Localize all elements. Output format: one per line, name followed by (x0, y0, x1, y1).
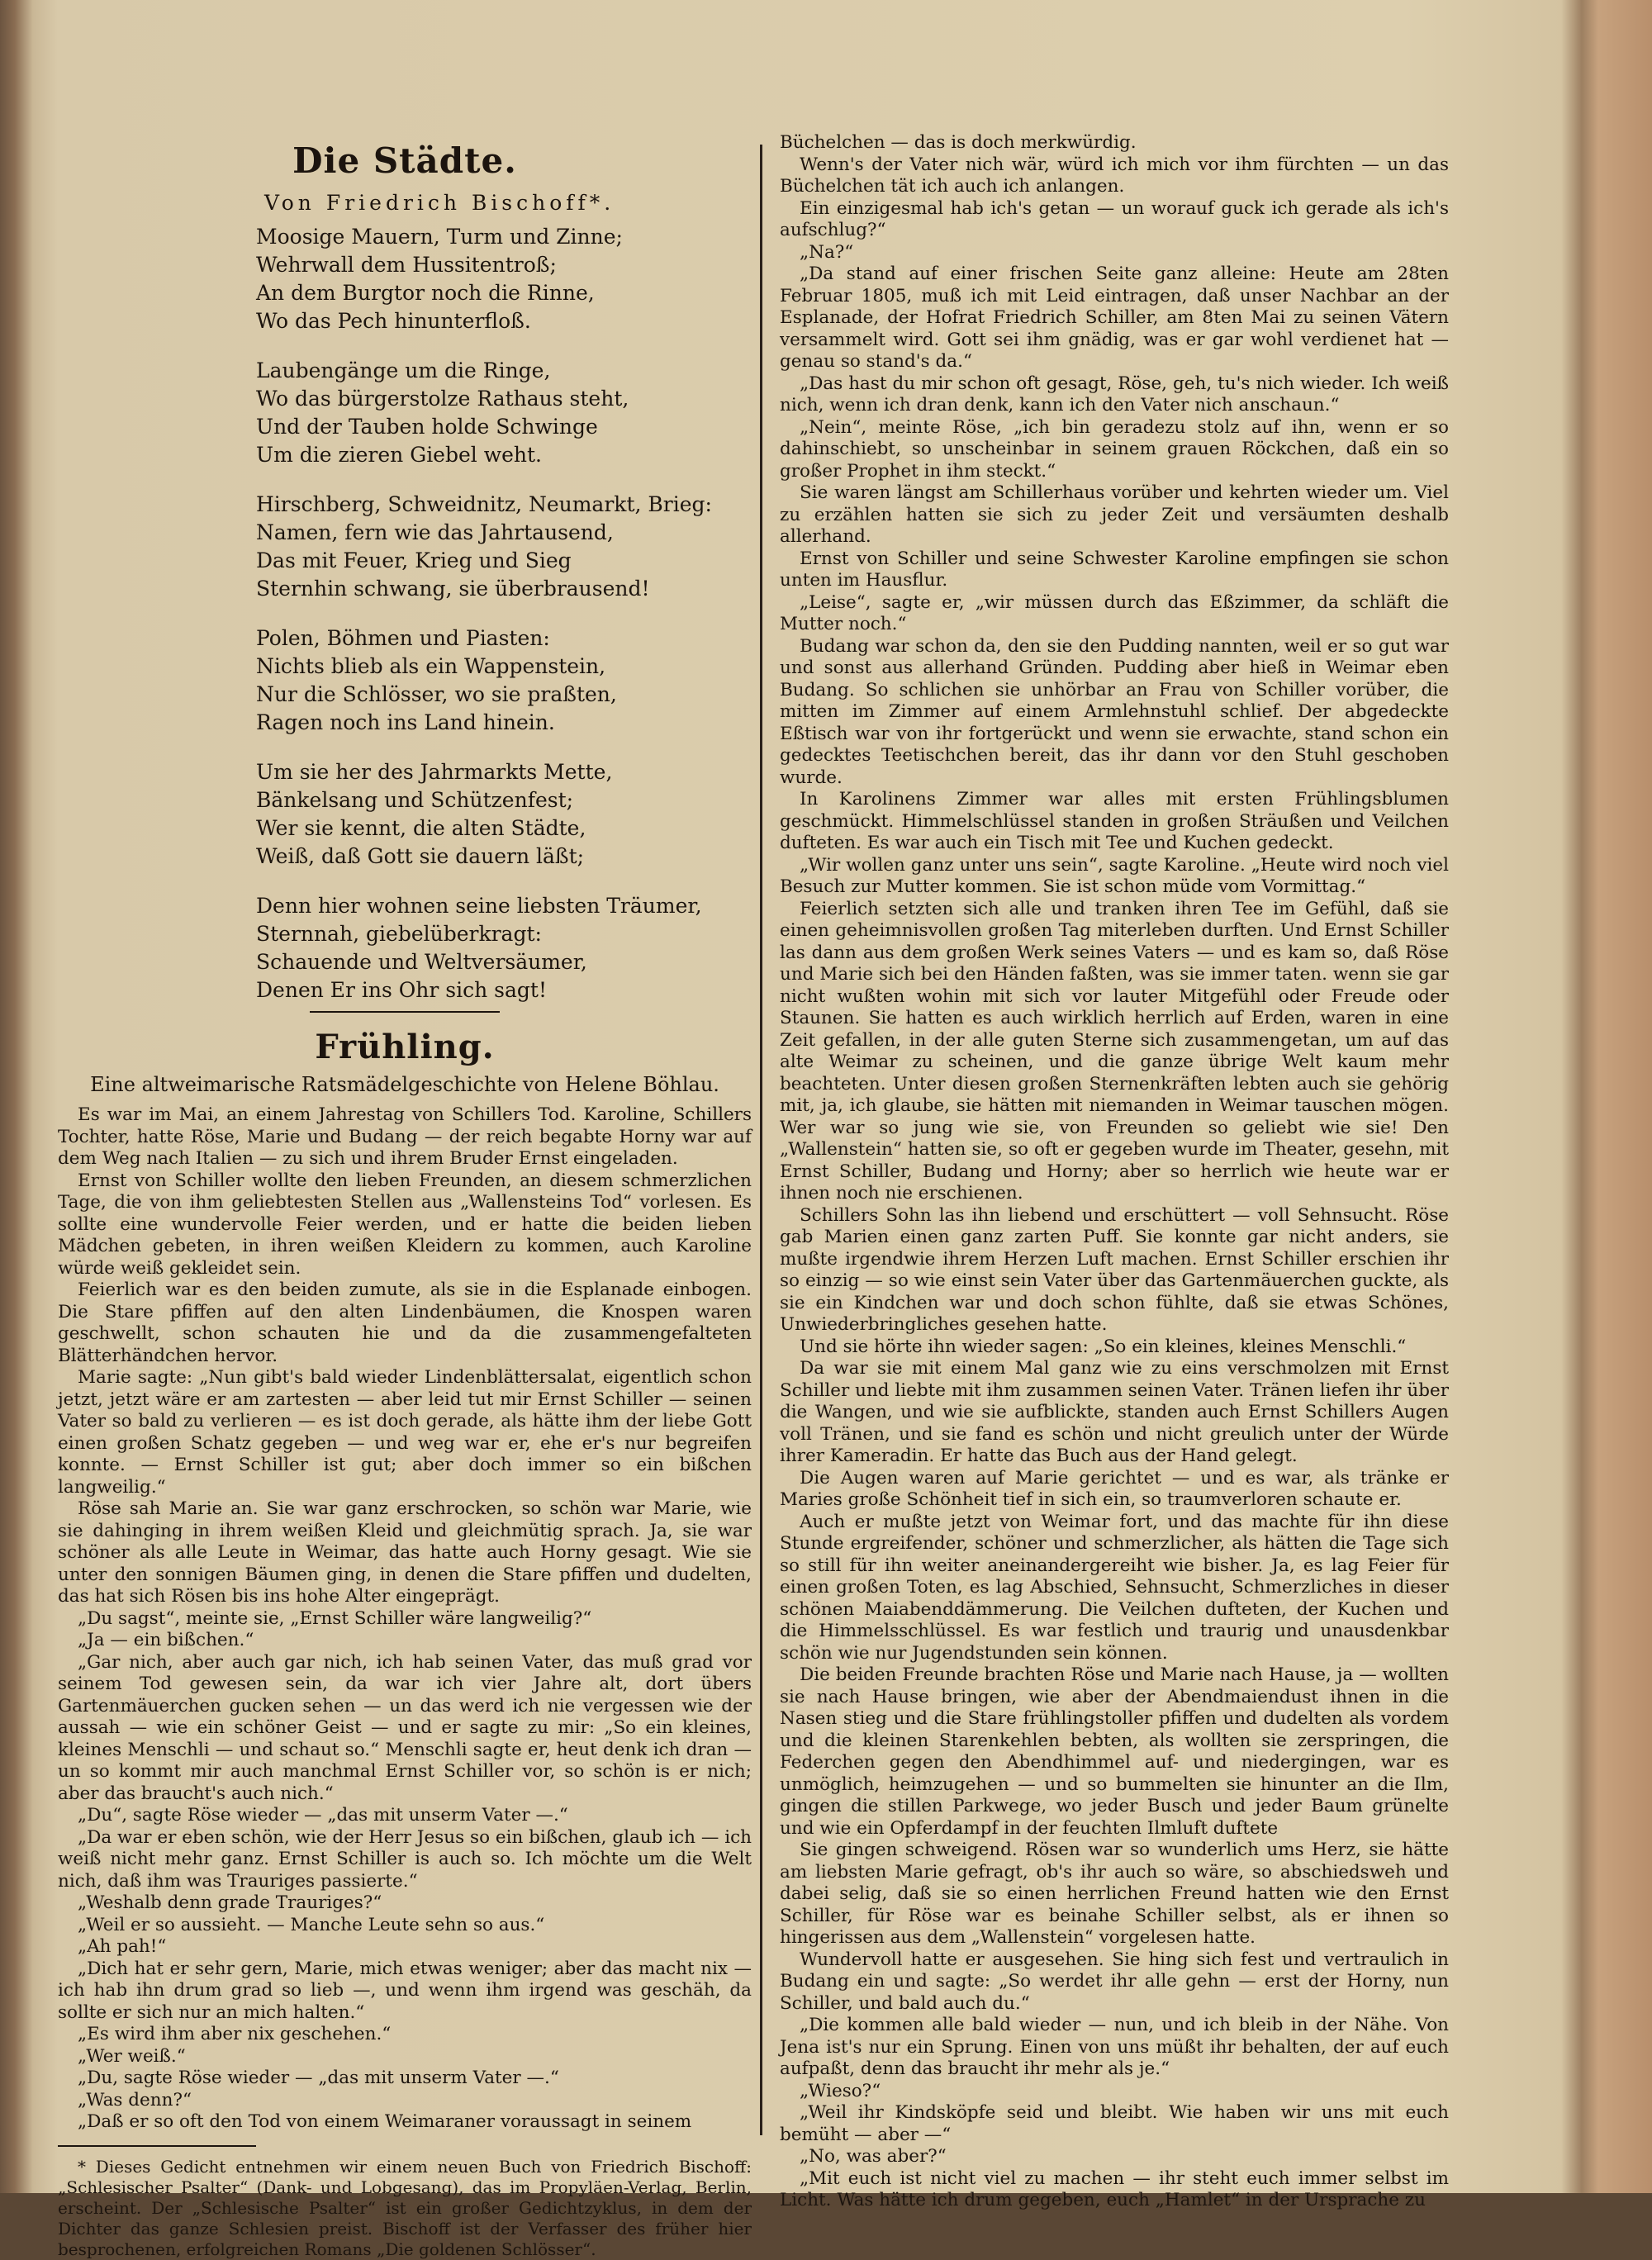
verse-line: Wo das bürgerstolze Rathaus steht, (256, 387, 629, 411)
paragraph: „Na?“ (800, 241, 854, 263)
verse-line: Um die zieren Giebel weht. (256, 443, 543, 467)
verse-line: Moosige Mauern, Turm und Zinne; (256, 225, 623, 249)
paragraph: „Ja — ein bißchen.“ (78, 1630, 254, 1650)
footnote-rule (58, 2145, 256, 2147)
verse-line: Denn hier wohnen seine liebsten Träumer, (256, 894, 702, 918)
paragraph: „No, was aber?“ (800, 2146, 947, 2167)
verse-line: Bänkelsang und Schützenfest; (256, 788, 574, 812)
verse-line: An dem Burgtor noch die Rinne, (256, 281, 595, 305)
paragraph: „Was denn?“ (78, 2089, 192, 2110)
paragraph: „Ah pah!“ (78, 1936, 167, 1957)
stanza (256, 892, 752, 1004)
poem-stanzas (58, 223, 752, 1004)
left-column (58, 132, 752, 2260)
verse-line: Und der Tauben holde Schwinge (256, 415, 598, 439)
verse-line: Wo das Pech hinunterfloß. (256, 309, 531, 333)
verse-line: Weiß, daß Gott sie dauern läßt; (256, 844, 585, 868)
paragraph: „Weil ihr Kindsköpfe seid und bleibt. Wie haben wir uns mit euch bemüht — aber —“ (780, 2102, 1449, 2145)
verse-line: Schauende und Weltversäumer, (256, 950, 587, 974)
story-title: Frühling. (315, 1028, 495, 1066)
paragraph: Wenn's der Vater nich wär, würd ich mich vor ihm fürchten — un das Büchelchen tät ich auch ich anlangen. (780, 154, 1449, 197)
paragraph: „Weshalb denn grade Trauriges?“ (78, 1892, 382, 1913)
section-rule (310, 1011, 500, 1013)
paragraph: Wundervoll hatte er ausgesehen. Sie hing sich fest und vertraulich in Budang ein und sagte: „So werdet ihr alle gehn — erst der Horny, nun Schiller, und bald auch du.“ (780, 1949, 1449, 2014)
paragraph: „Du“, sagte Röse wieder — „das mit unserm Vater —.“ (78, 1805, 568, 1826)
paragraph: „Du, sagte Röse wieder — „das mit unserm Vater —.“ (78, 2068, 559, 2088)
paragraph: Röse sah Marie an. Sie war ganz erschrocken, so schön war Marie, wie sie dahinging in ihrem weißen Kleid und gleichmütig sprach. Ja, sie war schöner als alle Leute in Weimar, das hatte auch Horny gesagt. Wie sie unter den sonnigen Bäumen ging, in denen die Stare pfiffen und dudelten, das hat sich Rösen bis ins hohe Alter eingeprägt. (58, 1498, 752, 1607)
paragraph: „Das hast du mir schon oft gesagt, Röse, geh, tu's nich wieder. Ich weiß nich, wenn ich dran denk, kann ich den Vater nich anschaun.“ (780, 373, 1449, 415)
verse-line: Ragen noch ins Land hinein. (256, 710, 555, 734)
story-text-right (780, 132, 1449, 2212)
paragraph: „Leise“, sagte er, „wir müssen durch das Eßzimmer, da schläft die Mutter noch.“ (780, 591, 1449, 634)
column-divider (760, 145, 762, 2135)
paragraph: Sie gingen schweigend. Rösen war so wunderlich ums Herz, sie hätte am liebsten Marie gefragt, ob's ihr auch so wäre, so abschiedsweh und dabei selig, daß sie so einen herrlichen Freund hatten wie den Ernst Schiller, für Röse war es beinahe Schiller selbst, als er ihnen so hingerissen aus dem „Wallenstein“ vorgelesen hatte. (780, 1840, 1449, 1948)
paragraph: „Mit euch ist nicht viel zu machen — ihr steht euch immer selbst im Licht. Was hätte ich drum gegeben, euch „Hamlet“ in der Ursprache zu (780, 2167, 1449, 2210)
verse-line: Polen, Böhmen und Piasten: (256, 626, 550, 650)
paragraph: „Gar nich, aber auch gar nich, ich hab seinen Vater, das muß grad vor seinem Tod gewesen sein, da war ich vier Jahre alt, dort übers Gartenmäuerchen gucken sehen — un das werd ich nie vergessen wie der aussah — wie ein schöner Geist — und er sagte zu mir: „So ein kleines, kleines Menschli — und schaut so.“ Menschli sagte er, heut denk ich dran — un so kommt mir auch manchmal Ernst Schiller vor, so schön is er nich; aber das braucht's auch nich.“ (58, 1651, 752, 1804)
paragraph: „Es wird ihm aber nix geschehen.“ (78, 2024, 392, 2044)
stanza (256, 624, 752, 737)
paragraph: „Wer weiß.“ (78, 2045, 186, 2067)
paragraph: Ein einzigesmal hab ich's getan — un worauf guck ich gerade als ich's aufschlug?“ (780, 197, 1449, 240)
paragraph: Auch er mußte jetzt von Weimar fort, und das machte für ihn diese Stunde ergreifender, schöner und schmerzlicher, als hätten die Tage sich so still für ihn weiter aneinandergereiht wie bisher. Ja, es lag Feier für einen großen Toten, es lag Abschied, Sehnsucht, Schmerzliches in dieser schönen Maiabenddämmerung. Die Veilchen dufteten, der Kuchen und die Himmelsschlüssel. Es war festlich und traurig und unausdenkbar schön wie nur Jugendstunden sein können. (780, 1511, 1449, 1664)
paragraph: Es war im Mai, an einem Jahrestag von Schillers Tod. Karoline, Schillers Tochter, hatte Röse, Marie und Budang — der reich begabte Horny war auf dem Weg nach Italien — zu sich und ihrem Bruder Ernst eingeladen. (58, 1104, 752, 1169)
right-column (780, 132, 1449, 2212)
paragraph: Da war sie mit einem Mal ganz wie zu eins verschmolzen mit Ernst Schiller und liebte mit ihm zusammen seinen Vater. Tränen liefen ihr über die Wangen, und wie sie aufblickte, standen auch Ernst Schillers Augen voll Tränen, und sie fand es schön und nicht greulich unter der Würde ihrer Kameradin. Er hatte das Buch aus der Hand gelegt. (780, 1358, 1449, 1466)
paragraph: Ernst von Schiller wollte den lieben Freunden, an diesem schmerzlichen Tage, die von ihm geliebtesten Stellen aus „Wallensteins Tod“ vorlesen. Es sollte eine wundervolle Feier werden, und er hatte die beiden lieben Mädchen gebeten, in ihren weißen Kleidern zu kommen, auch Karoline würde weiß gekleidet sein. (58, 1170, 752, 1279)
verse-line: Sternhin schwang, sie überbrausend! (256, 577, 650, 601)
story-subtitle: Eine altweimarische Ratsmädelgeschichte von Helene Böhlau. (90, 1073, 719, 1096)
paragraph: „Da war er eben schön, wie der Herr Jesus so ein bißchen, glaub ich — ich weiß nicht mehr ganz. Ernst Schiller is auch so. Ich möchte um die Welt nich, daß ihm was Trauriges passierte.“ (58, 1826, 752, 1892)
paragraph: „Dich hat er sehr gern, Marie, mich etwas weniger; aber das macht nix — ich hab ihn drum grad so lieb —, und wenn ihm irgend was geschäh, da sollte er sich nur an mich halten.“ (58, 1958, 752, 2023)
poem-title: Die Städte. (292, 140, 517, 181)
footnote (58, 2157, 752, 2260)
paragraph: Feierlich war es den beiden zumute, als sie in die Esplanade einbogen. Die Stare pfiffen auf den alten Lindenbäumen, die Knospen waren geschwellt, schon schauten hie und da die zusammengefalteten Blätterhändchen hervor. (58, 1280, 752, 1366)
footnote-text: * Dieses Gedicht entnehmen wir einem neuen Buch von Friedrich Bischoff: „Schlesischer Psalter“ (Dank- und Lobgesang), das im Propyläen-Verlag, Berlin, erscheint. Der „Schlesische Psalter“ ist ein großer Gedichtzyklus, in dem der Dichter das ganze Schlesien preist. Bischoff ist der Verfasser des früher hier besprochenen, erfolgreichen Romans „Die goldenen Schlösser“. (58, 2156, 752, 2259)
paragraph: Sie waren längst am Schillerhaus vorüber und kehrten wieder um. Viel zu erzählen hatten sie sich zu jeder Zeit und versäumten deshalb allerhand. (780, 482, 1449, 547)
verse-line: Hirschberg, Schweidnitz, Neumarkt, Brieg: (256, 492, 712, 516)
paragraph: Die Augen waren auf Marie gerichtet — und es war, als tränke er Maries große Schönheit tief in sich ein, so traumverloren schaute er. (780, 1467, 1449, 1510)
paragraph: „Wir wollen ganz unter uns sein“, sagte Karoline. „Heute wird noch viel Besuch zur Mutter kommen. Sie ist schon müde vom Vormittag.“ (780, 854, 1449, 897)
paragraph: „Du sagst“, meinte sie, „Ernst Schiller wäre langweilig?“ (78, 1607, 592, 1629)
paragraph: „Weil er so aussieht. — Manche Leute sehn so aus.“ (78, 1914, 545, 1935)
paragraph: Und sie hörte ihn wieder sagen: „So ein kleines, kleines Menschli.“ (800, 1336, 1407, 1357)
story-text-left (58, 1104, 752, 2134)
stanza (256, 758, 752, 871)
paragraph: „Wieso?“ (800, 2080, 881, 2101)
verse-line: Nur die Schlösser, wo sie praßten, (256, 682, 617, 706)
verse-line: Nichts blieb als ein Wappenstein, (256, 654, 606, 678)
paragraph: Die beiden Freunde brachten Röse und Marie nach Hause, ja — wollten sie nach Hause bringen, wie aber der Abendmaiendust ihnen in die Nasen stieg und die Stare frühlingstoller pfiffen und dudelten als vordem und die kleinen Starenkehlen bebten, als wollten sie zerspringen, die Federchen gegen den Abendhimmel auf- und niedergingen, war es unmöglich, heimzugehen — und so bummelten sie hinunter an die Ilm, gingen die stillen Parkwege, wo jeder Busch und jeder Baum grünelte und wie ein Opferdampf in der feuchten Ilmluft duftete (780, 1664, 1449, 1839)
paragraph: „Da stand auf einer frischen Seite ganz alleine: Heute am 28ten Februar 1805, muß ich mit Leid eintragen, daß unser Nachbar an der Esplanade, der Hofrat Friedrich Schiller, am 8ten Mai zu seinen Vätern versammelt wird. Gott sei ihm gnädig, was er gar wohl verdienet hat — genau so stand's da.“ (780, 264, 1449, 372)
verse-line: Denen Er ins Ohr sich sagt! (256, 978, 548, 1002)
verse-line: Wer sie kennt, die alten Städte, (256, 816, 586, 840)
paragraph: „Daß er so oft den Tod von einem Weimaraner voraussagt in seinem (78, 2111, 692, 2132)
paragraph: „Nein“, meinte Röse, „ich bin geradezu stolz auf ihn, wenn er so dahinschiebt, so unscheinbar in seinem grauen Röckchen, daß ein so großer Prophet in ihm steckt.“ (780, 416, 1449, 482)
verse-line: Sternnah, giebelüberkragt: (256, 922, 542, 946)
paragraph: Ernst von Schiller und seine Schwester Karoline empfingen sie schon unten im Hausflur. (780, 548, 1449, 591)
verse-line: Laubengänge um die Ringe, (256, 358, 551, 382)
stanza (256, 223, 752, 335)
poem-author: Von Friedrich Bischoff*. (264, 191, 615, 215)
verse-line: Wehrwall dem Hussitentroß; (256, 253, 557, 277)
verse-line: Namen, fern wie das Jahrtausend, (256, 520, 614, 544)
paragraph: Budang war schon da, den sie den Pudding nannten, weil er so gut war und sonst aus allerhand Gründen. Pudding aber hieß in Weimar eben Budang. So schlichen sie unhörbar an Frau von Schiller vorüber, die mitten im Zimmer auf einem Armlehnstuhl schlief. Der abgedeckte Eßtisch war von ihr fortgerückt und wenn sie erwachte, stand schon ein gedecktes Teetischchen bereit, das ihr dann vor den Stuhl geschoben wurde. (780, 635, 1449, 788)
paragraph: Schillers Sohn las ihn liebend und erschüttert — voll Sehnsucht. Röse gab Marien einen ganz zarten Puff. Sie konnte gar nicht anders, sie mußte irgendwie ihrem Herzen Luft machen. Ernst Schiller erschien ihr so einzig — so wie einst sein Vater über das Gartenmäuerchen guckte, als sie ein Kindchen war und doch schon fühlte, daß sie etwas Schönes, Unwiederbringliches gesehen hatte. (780, 1204, 1449, 1335)
paragraph: Büchelchen — das is doch merkwürdig. (780, 132, 1137, 153)
verse-line: Um sie her des Jahrmarkts Mette, (256, 760, 613, 784)
paragraph: Marie sagte: „Nun gibt's bald wieder Lindenblättersalat, eigentlich schon jetzt, jetzt wäre er am zartesten — aber leid tut mir Ernst Schiller — seinen Vater so bald zu verlieren — es ist doch gerade, als hätte ihm der liebe Gott einen großen Schatz gegeben — und weg war er, ehe er's nur begreifen konnte. — Ernst Schiller ist gut; aber doch immer so ein bißchen langweilig.“ (58, 1367, 752, 1498)
paragraph: In Karolinens Zimmer war alles mit ersten Frühlingsblumen geschmückt. Himmelschlüssel standen in großen Sträußen und Veilchen dufteten. Es war auch ein Tisch mit Tee und Kuchen gedeckt. (780, 789, 1449, 853)
verse-line: Das mit Feuer, Krieg und Sieg (256, 548, 572, 572)
paragraph: „Die kommen alle bald wieder — nun, und ich bleib in der Nähe. Von Jena ist's nur ein Sprung. Einen von uns müßt ihr behalten, der auf euch aufpaßt, denn das braucht ihr mehr als je.“ (780, 2015, 1449, 2079)
stanza (256, 357, 752, 469)
stanza (256, 491, 752, 603)
paragraph: Feierlich setzten sich alle und tranken ihren Tee im Gefühl, daß sie einen geheimnisvollen großen Tag miterleben durften. Und Ernst Schiller las dann aus dem großen Werk seines Vaters — und es kam so, daß Röse und Marie sich bei den Händen faßten, was sie immer taten. wenn sie gar nicht wußten wohin mit sich vor lauter Mitgefühl oder Freude oder Staunen. Sie hatten es auch wirklich herrlich auf Erden, waren in eine Zeit gefallen, in der alle guten Sterne sich zusammengetan, um auf das alte Weimar zu scheinen, und die ganze übrige Welt kaum mehr beachteten. Unter diesen großen Sternenkräften lebten auch sie gehörig mit, ja, ich glaube, sie hätten mit niemanden in Weimar tauschen mögen. Wer war so jung wie sie, von Freunden so geliebt wie sie! Den „Wallenstein“ hatten sie, so oft er gegeben wurde im Theater, gesehn, mit Ernst Schiller, Budang und Horny; aber so herrlich wie heute war er ihnen noch nie erschienen. (780, 898, 1449, 1204)
